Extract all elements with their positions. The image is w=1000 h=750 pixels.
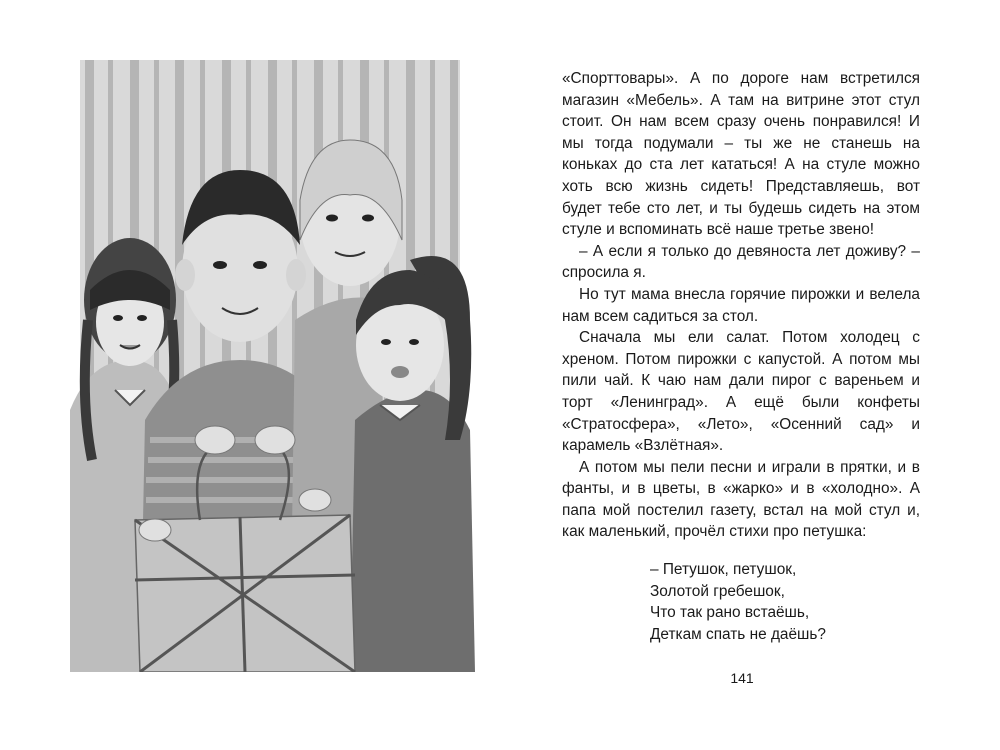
paragraph-2: – А если я только до девяноста лет доживу? – спросила я. [562, 242, 920, 282]
poem-block [650, 559, 920, 645]
main-text-column [562, 68, 920, 645]
poem-line-4: Деткам спать не даёшь? [650, 625, 826, 643]
illustration-svg [50, 60, 490, 672]
paragraph-3: Но тут мама внесла горячие пирожки и велела нам всем садиться за стол. [562, 285, 920, 325]
poem-line-3: Что так рано встаёшь, [650, 604, 810, 622]
poem-line-1: – Петушок, петушок, [650, 561, 797, 579]
page-number: 141 [730, 670, 754, 686]
paragraph-5: А потом мы пели песни и играли в прятки, и в фанты, и в цветы, в «жарко» и в «холодно». А папа мой постелил газету, встал на мой стул и, как маленький, прочёл стихи про петушка: [562, 458, 920, 541]
paragraph-1: «Спорттовары». А по дороге нам встретился магазин «Мебель». А там на витрине этот стул стоит. Он нам всем сразу очень понравился! И мы тогда подумали – ты же не станешь на коньках до ста лет кататься! А на стуле можно хоть всю жизнь сидеть! Представляешь, вот будет тебе сто лет, и ты будешь сидеть на этом стуле и вспоминать всё наше третье звено! [562, 70, 920, 239]
paragraph-4: Сначала мы ели салат. Потом холодец с хреном. Потом пирожки с капустой. А потом мы пили чай. К чаю нам дали пирог с вареньем и торт «Ленинград». А ещё были конфеты «Стратосфера», «Лето», «Осенний сад» и карамель «Взлётная». [562, 329, 920, 455]
poem-line-2: Золотой гребешок, [650, 582, 785, 600]
children-gift-illustration [50, 60, 490, 672]
